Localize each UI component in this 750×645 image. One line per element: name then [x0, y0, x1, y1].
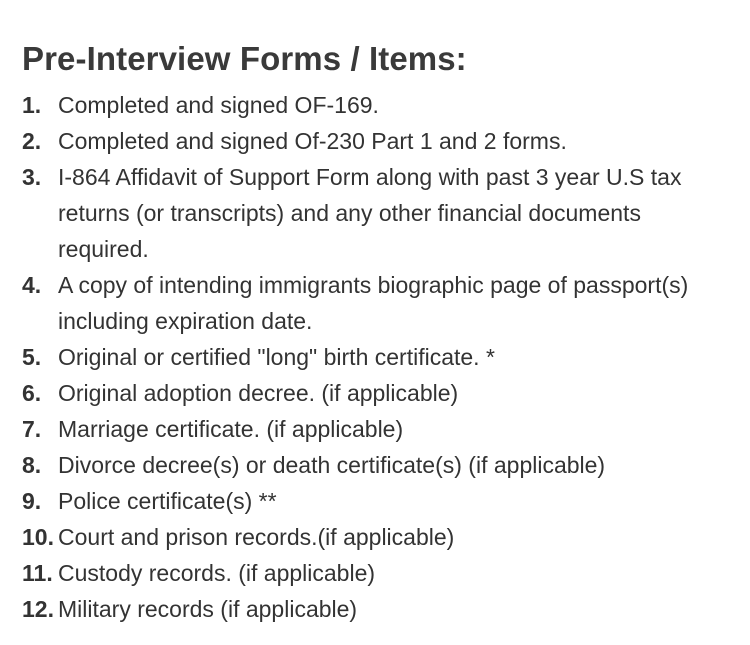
item-text: Divorce decree(s) or death certificate(s) (if applicable): [58, 452, 606, 478]
item-number: 11.: [22, 560, 53, 586]
item-number: 2.: [22, 128, 42, 154]
page-title: Pre-Interview Forms / Items:: [22, 40, 467, 77]
item-text: Completed and signed Of-230 Part 1 and 2 forms.: [58, 128, 567, 154]
list-item: [22, 447, 742, 483]
list-item: [22, 519, 742, 555]
list-item: [22, 375, 742, 411]
list-item: [22, 87, 742, 123]
item-number: 10.: [22, 524, 54, 550]
item-number: 5.: [22, 344, 42, 370]
item-text: Police certificate(s) **: [58, 488, 277, 514]
item-text: Custody records. (if applicable): [58, 560, 376, 586]
item-number: 12.: [22, 596, 54, 622]
list-item: [22, 159, 742, 267]
item-number: 7.: [22, 416, 42, 442]
item-text: I-864 Affidavit of Support Form along with past 3 year U.S tax returns (or transcripts) and any other financial documents required.: [58, 164, 682, 262]
list-item: [22, 411, 742, 447]
list-item: [22, 555, 742, 591]
item-text: Original or certified "long" birth certificate. *: [58, 344, 495, 370]
document-body: [22, 38, 742, 627]
item-text: A copy of intending immigrants biographic page of passport(s) including expiration date.: [58, 272, 689, 334]
item-text: Original adoption decree. (if applicable): [58, 380, 459, 406]
item-number: 1.: [22, 92, 42, 118]
item-number: 4.: [22, 272, 42, 298]
forms-list: [22, 87, 742, 627]
item-number: 8.: [22, 452, 42, 478]
item-text: Completed and signed OF-169.: [58, 92, 379, 118]
list-item: [22, 339, 742, 375]
item-text: Marriage certificate. (if applicable): [58, 416, 404, 442]
item-number: 6.: [22, 380, 42, 406]
item-number: 3.: [22, 164, 42, 190]
list-item: [22, 267, 742, 339]
list-item: [22, 123, 742, 159]
item-number: 9.: [22, 488, 42, 514]
item-text: Military records (if applicable): [58, 596, 358, 622]
list-item: [22, 591, 742, 627]
item-text: Court and prison records.(if applicable): [58, 524, 455, 550]
list-item: [22, 483, 742, 519]
